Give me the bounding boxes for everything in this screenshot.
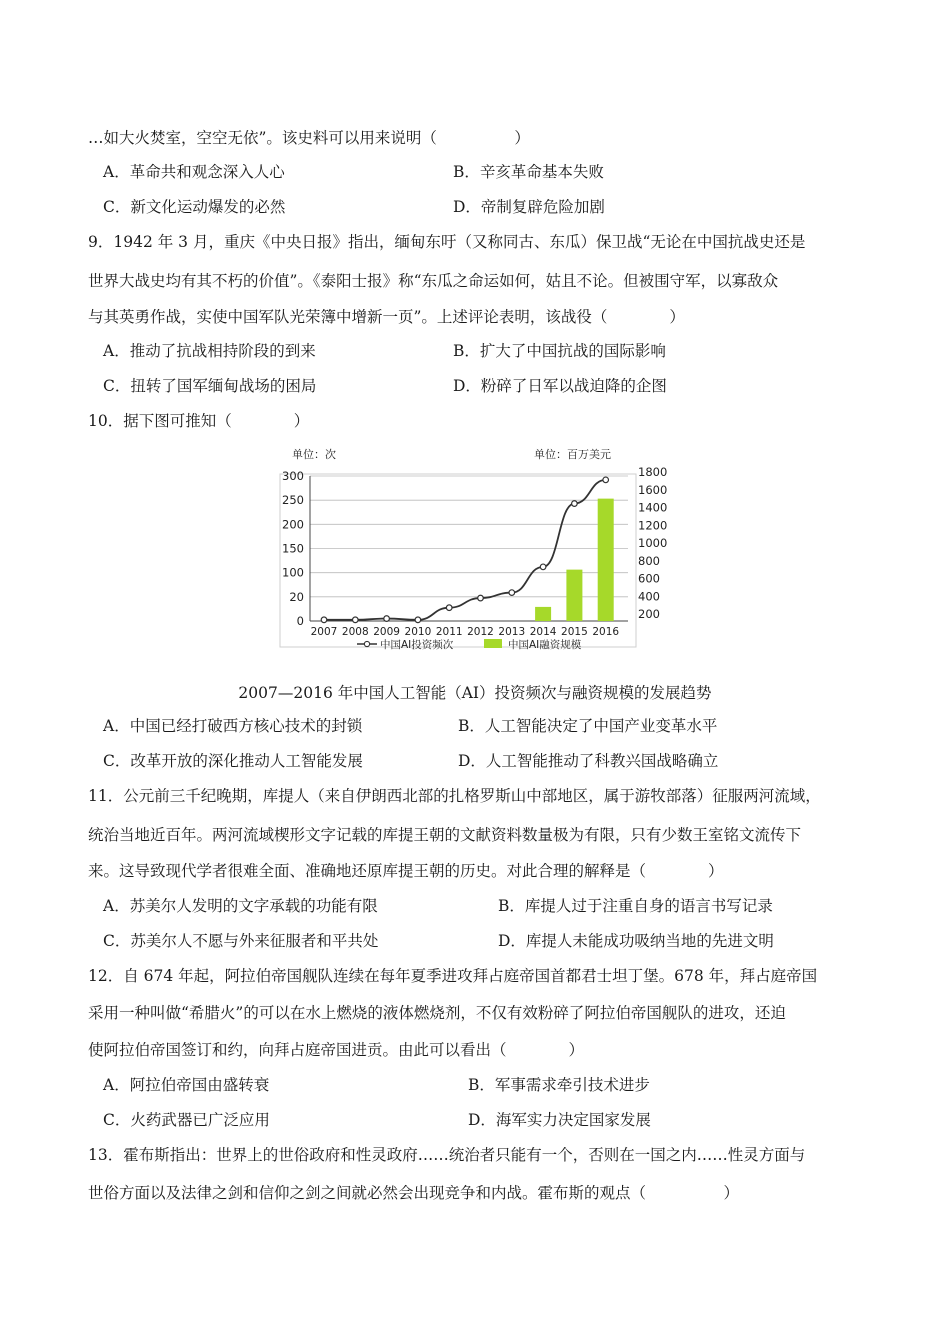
left-tick-label: 250 [282,493,304,508]
q13-stem-line-1: 13．霍布斯指出：世界上的世俗政府和性灵政府……统治者只能有一个，否则在一国之内……性灵方面与 [88,1146,806,1164]
x-tick-label: 2010 [404,626,432,638]
q8-option-c: C．新文化运动爆发的必然 [103,198,286,216]
investment-frequency-line [324,480,606,620]
q8-option-d: D．帝制复辟危险加剧 [453,198,605,216]
q9-stem-line-3: 与其英勇作战，实使中国军队光荣簿中增新一页”。上述评论表明，该战役（ ） [88,308,685,326]
line-point-2012 [478,595,484,601]
x-tick-label: 2013 [498,626,526,638]
q11-option-b: B．库提人过于注重自身的语言书写记录 [498,897,773,915]
line-point-2010 [415,617,421,623]
left-unit-label: 单位：次 [292,448,336,461]
q12-stem-line-3: 使阿拉伯帝国签订和约，向拜占庭帝国进贡。由此可以看出（ ） [88,1041,585,1059]
right-tick-label: 200 [638,607,660,621]
left-tick-label: 0 [296,614,304,628]
q9-option-c: C．扭转了国军缅甸战场的困局 [103,377,317,395]
q12-option-d: D．海军实力决定国家发展 [468,1111,651,1129]
left-tick-label: 300 [282,469,304,483]
right-tick-label: 600 [638,571,660,586]
right-tick-label: 1200 [638,518,668,533]
x-tick-label: 2007 [310,626,338,638]
left-tick-label: 150 [282,541,304,556]
q9-stem-line-1: 9．1942 年 3 月，重庆《中央日报》指出，缅甸东吁（又称同古、东瓜）保卫战“无论在中国抗战史还是 [88,233,806,251]
q10-option-b: B．人工智能决定了中国产业变革水平 [458,717,718,735]
q12-stem-line-2: 采用一种叫做“希腊火”的可以在水上燃烧的液体燃烧剂，不仅有效粉碎了阿拉伯帝国舰队的进攻，还迫 [88,1004,786,1022]
x-tick-label: 2012 [467,626,494,638]
x-tick-label: 2011 [435,626,463,638]
q11-option-d: D．库提人未能成功吸纳当地的先进文明 [498,932,774,950]
q11-option-c: C．苏美尔人不愿与外来征服者和平共处 [103,932,379,950]
right-tick-label: 1400 [638,500,668,515]
q11-stem-line-1: 11．公元前三千纪晚期，库提人（来自伊朗西北部的扎格罗斯山中部地区，属于游牧部落）征服两河流域， [88,787,821,805]
ai-investment-chart [262,438,682,658]
legend-bar-label: 中国AI融资规模 [508,639,582,651]
x-tick-label: 2016 [592,626,620,638]
bar-2014 [535,607,551,621]
legend-line-label: 中国AI投资频次 [380,639,454,651]
q12-stem-line-1: 12．自 674 年起，阿拉伯帝国舰队连续在每年夏季进攻拜占庭帝国首都君士坦丁堡。678 年，拜占庭帝国 [88,967,818,985]
right-tick-label: 1000 [638,536,668,550]
q10-option-d: D．人工智能推动了科教兴国战略确立 [458,752,719,770]
legend-bar-swatch [484,639,502,648]
left-tick-label: 200 [282,517,304,532]
q10-chart-caption: 2007—2016 年中国人工智能（AI）投资频次与融资规模的发展趋势 [238,684,712,702]
right-tick-label: 400 [638,589,660,604]
line-point-2009 [384,616,390,622]
right-unit-label: 单位：百万美元 [534,448,611,461]
q13-stem-line-2: 世俗方面以及法律之剑和信仰之剑之间就必然会出现竞争和内战。霍布斯的观点（ ） [88,1184,740,1202]
q8-option-b: B．辛亥革命基本失败 [453,163,604,181]
x-tick-label: 2009 [373,626,400,638]
line-point-2015 [572,501,578,507]
q9-stem-line-2: 世界大战史均有其不朽的价值”。《泰阳士报》称“东瓜之命运如何，姑且不论。但被围守军，以寡敌众 [88,272,779,290]
left-tick-label: 20 [289,589,304,604]
line-point-2011 [446,605,452,611]
q10-stem: 10．据下图可推知（ ） [88,412,310,430]
q9-option-a: A．推动了抗战相持阶段的到来 [103,342,316,360]
left-tick-label: 100 [282,565,304,580]
x-tick-label: 2008 [341,626,369,638]
q12-option-b: B．军事需求牵引技术进步 [468,1076,650,1094]
line-point-2016 [603,477,609,483]
q11-option-a: A．苏美尔人发明的文字承载的功能有限 [103,897,378,915]
right-tick-label: 1600 [638,482,668,497]
bar-2015 [566,570,582,621]
line-point-2014 [540,564,546,570]
q8-option-a: A．革命共和观念深入人心 [103,163,285,181]
right-tick-label: 800 [638,553,660,568]
line-point-2013 [509,590,515,596]
legend-line-marker [364,641,369,646]
x-tick-label: 2015 [561,626,588,638]
q9-option-d: D．粉碎了日军以战迫降的企图 [453,377,667,395]
bar-2016 [598,499,614,621]
q11-stem-line-3: 来。这导致现代学者很难全面、准确地还原库提王朝的历史。对此合理的解释是（ ） [88,862,724,880]
line-point-2007 [321,617,327,623]
x-tick-label: 2014 [529,626,557,638]
q11-stem-line-2: 统治当地近百年。两河流域楔形文字记载的库提王朝的文献资料数量极为有限，只有少数王室铭文流传下 [88,826,802,844]
q8-stem: …如大火焚室，空空无依”。该史料可以用来说明（ ） [88,129,530,147]
q10-option-a: A．中国已经打破西方核心技术的封锁 [103,717,363,735]
q10-option-c: C．改革开放的深化推动人工智能发展 [103,752,363,770]
q9-option-b: B．扩大了中国抗战的国际影响 [453,342,666,360]
line-point-2008 [353,617,359,623]
right-tick-label: 1800 [638,465,668,479]
q12-option-c: C．火药武器已广泛应用 [103,1111,270,1129]
q12-option-a: A．阿拉伯帝国由盛转衰 [103,1076,270,1094]
